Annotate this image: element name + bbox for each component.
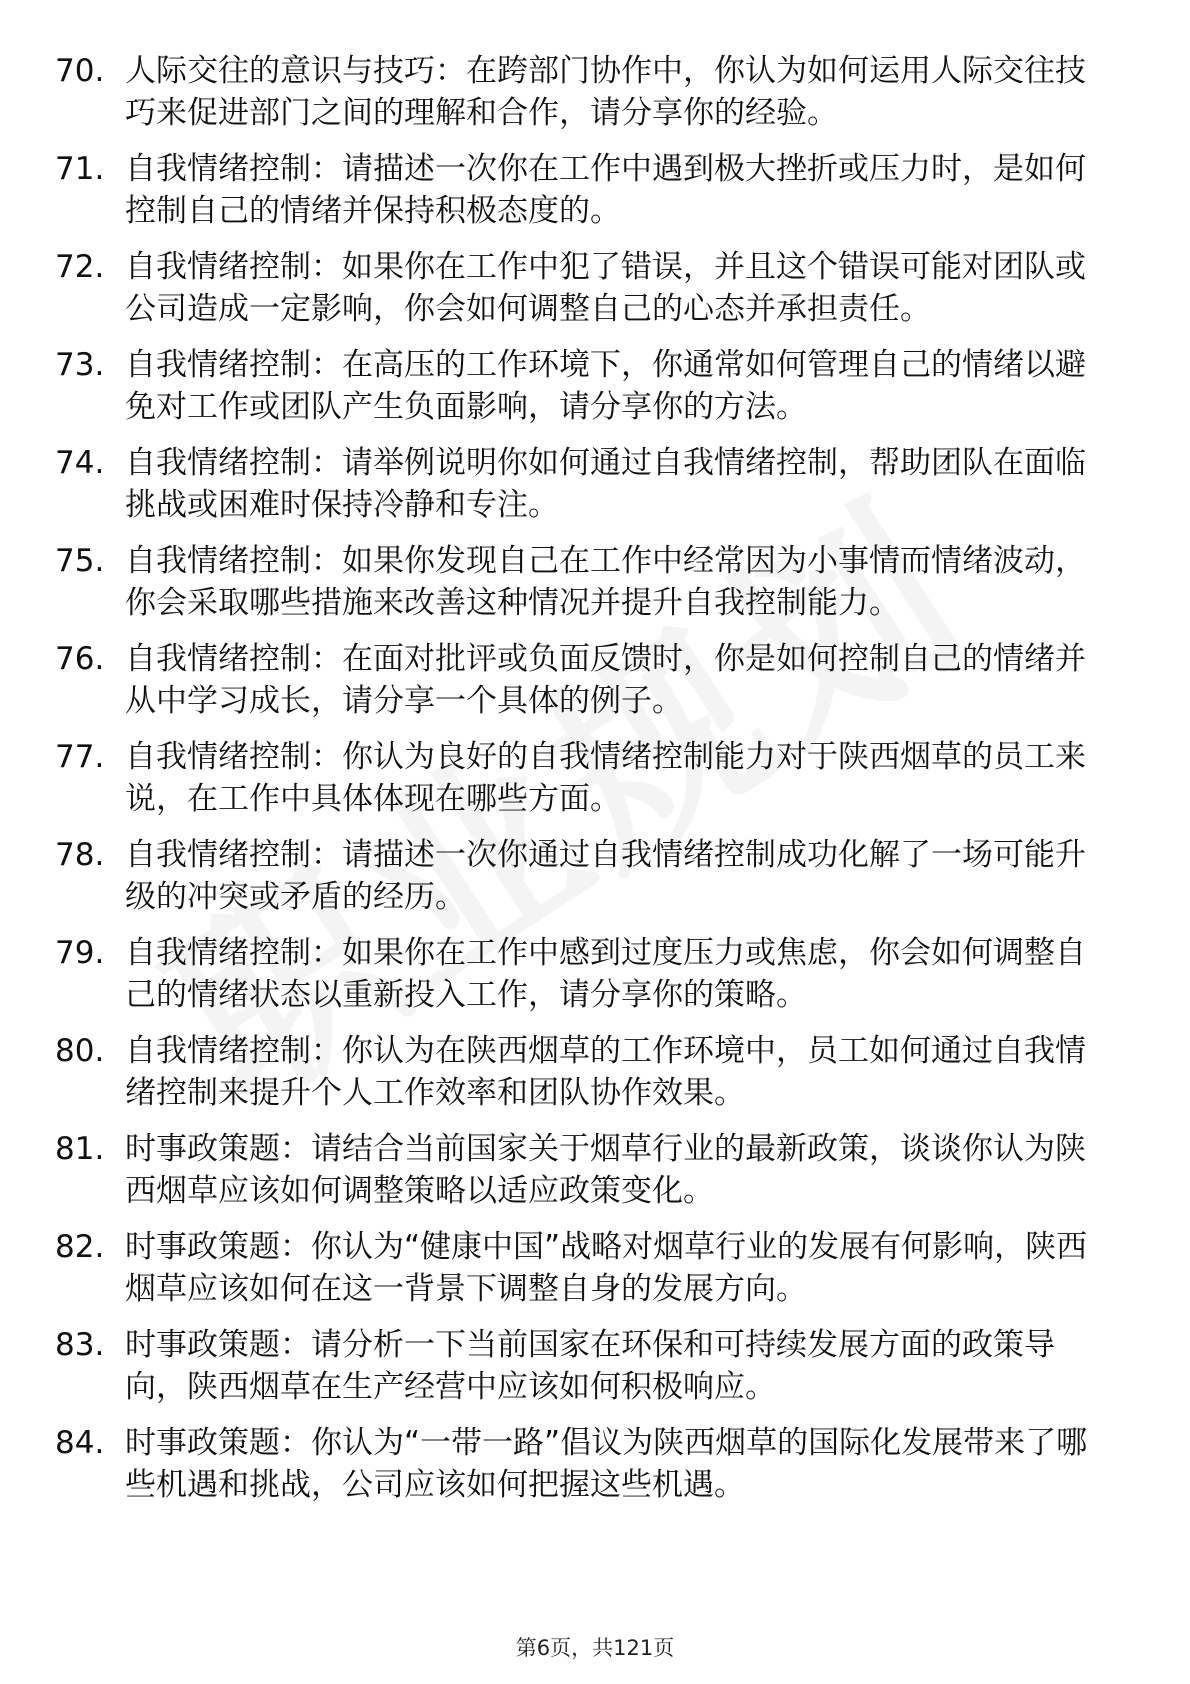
question-item — [0, 736, 1190, 820]
question-number: 71. — [55, 151, 105, 187]
question-text: 自我情绪控制：请描述一次你通过自我情绪控制成功化解了一场可能升级的冲突或矛盾的经历。 — [125, 837, 1086, 915]
question-item — [0, 540, 1190, 624]
question-item — [0, 834, 1190, 918]
question-number: 77. — [55, 739, 105, 775]
question-list — [0, 50, 1190, 1520]
question-number: 73. — [55, 347, 105, 383]
question-number: 81. — [55, 1131, 105, 1167]
question-text: 自我情绪控制：你认为在陕西烟草的工作环境中，员工如何通过自我情绪控制来提升个人工作效率和团队协作效果。 — [125, 1033, 1086, 1111]
question-item — [0, 1422, 1190, 1506]
question-text: 时事政策题：请结合当前国家关于烟草行业的最新政策，谈谈你认为陕西烟草应该如何调整策略以适应政策变化。 — [125, 1131, 1086, 1209]
question-number: 75. — [55, 543, 105, 579]
question-text: 时事政策题：你认为“一带一路”倡议为陕西烟草的国际化发展带来了哪些机遇和挑战，公司应该如何把握这些机遇。 — [125, 1425, 1088, 1503]
question-text: 人际交往的意识与技巧：在跨部门协作中，你认为如何运用人际交往技巧来促进部门之间的理解和合作，请分享你的经验。 — [125, 53, 1086, 131]
question-number: 83. — [55, 1327, 105, 1363]
question-number: 72. — [55, 249, 105, 285]
question-item — [0, 1030, 1190, 1114]
question-text: 自我情绪控制：如果你在工作中犯了错误，并且这个错误可能对团队或公司造成一定影响，你会如何调整自己的心态并承担责任。 — [125, 249, 1086, 327]
question-item — [0, 344, 1190, 428]
question-number: 70. — [55, 53, 105, 89]
question-text: 自我情绪控制：你认为良好的自我情绪控制能力对于陕西烟草的员工来说，在工作中具体体现在哪些方面。 — [125, 739, 1086, 817]
question-item — [0, 638, 1190, 722]
question-text: 自我情绪控制：如果你发现自己在工作中经常因为小事情而情绪波动，你会采取哪些措施来改善这种情况并提升自我控制能力。 — [125, 543, 1086, 621]
question-number: 80. — [55, 1033, 105, 1069]
question-item — [0, 932, 1190, 1016]
question-number: 79. — [55, 935, 105, 971]
question-number: 74. — [55, 445, 105, 481]
question-number: 84. — [55, 1425, 105, 1461]
question-number: 76. — [55, 641, 105, 677]
question-number: 78. — [55, 837, 105, 873]
question-item — [0, 50, 1190, 134]
question-item — [0, 246, 1190, 330]
question-item — [0, 1226, 1190, 1310]
question-item — [0, 442, 1190, 526]
question-text: 时事政策题：请分析一下当前国家在环保和可持续发展方面的政策导向，陕西烟草在生产经营中应该如何积极响应。 — [125, 1327, 1055, 1405]
question-text: 自我情绪控制：请举例说明你如何通过自我情绪控制，帮助团队在面临挑战或困难时保持冷静和专注。 — [125, 445, 1086, 523]
question-item — [0, 1324, 1190, 1408]
question-number: 82. — [55, 1229, 105, 1265]
question-text: 自我情绪控制：在高压的工作环境下，你通常如何管理自己的情绪以避免对工作或团队产生负面影响，请分享你的方法。 — [125, 347, 1086, 425]
question-text: 自我情绪控制：请描述一次你在工作中遇到极大挫折或压力时，是如何控制自己的情绪并保持积极态度的。 — [125, 151, 1086, 229]
question-item — [0, 148, 1190, 232]
page-footer: 第6页，共121页 — [515, 1636, 675, 1660]
question-text: 自我情绪控制：在面对批评或负面反馈时，你是如何控制自己的情绪并从中学习成长，请分享一个具体的例子。 — [125, 641, 1086, 719]
question-item — [0, 1128, 1190, 1212]
question-text: 时事政策题：你认为“健康中国”战略对烟草行业的发展有何影响，陕西烟草应该如何在这一背景下调整自身的发展方向。 — [125, 1229, 1088, 1307]
question-text: 自我情绪控制：如果你在工作中感到过度压力或焦虑，你会如何调整自己的情绪状态以重新投入工作，请分享你的策略。 — [125, 935, 1086, 1013]
